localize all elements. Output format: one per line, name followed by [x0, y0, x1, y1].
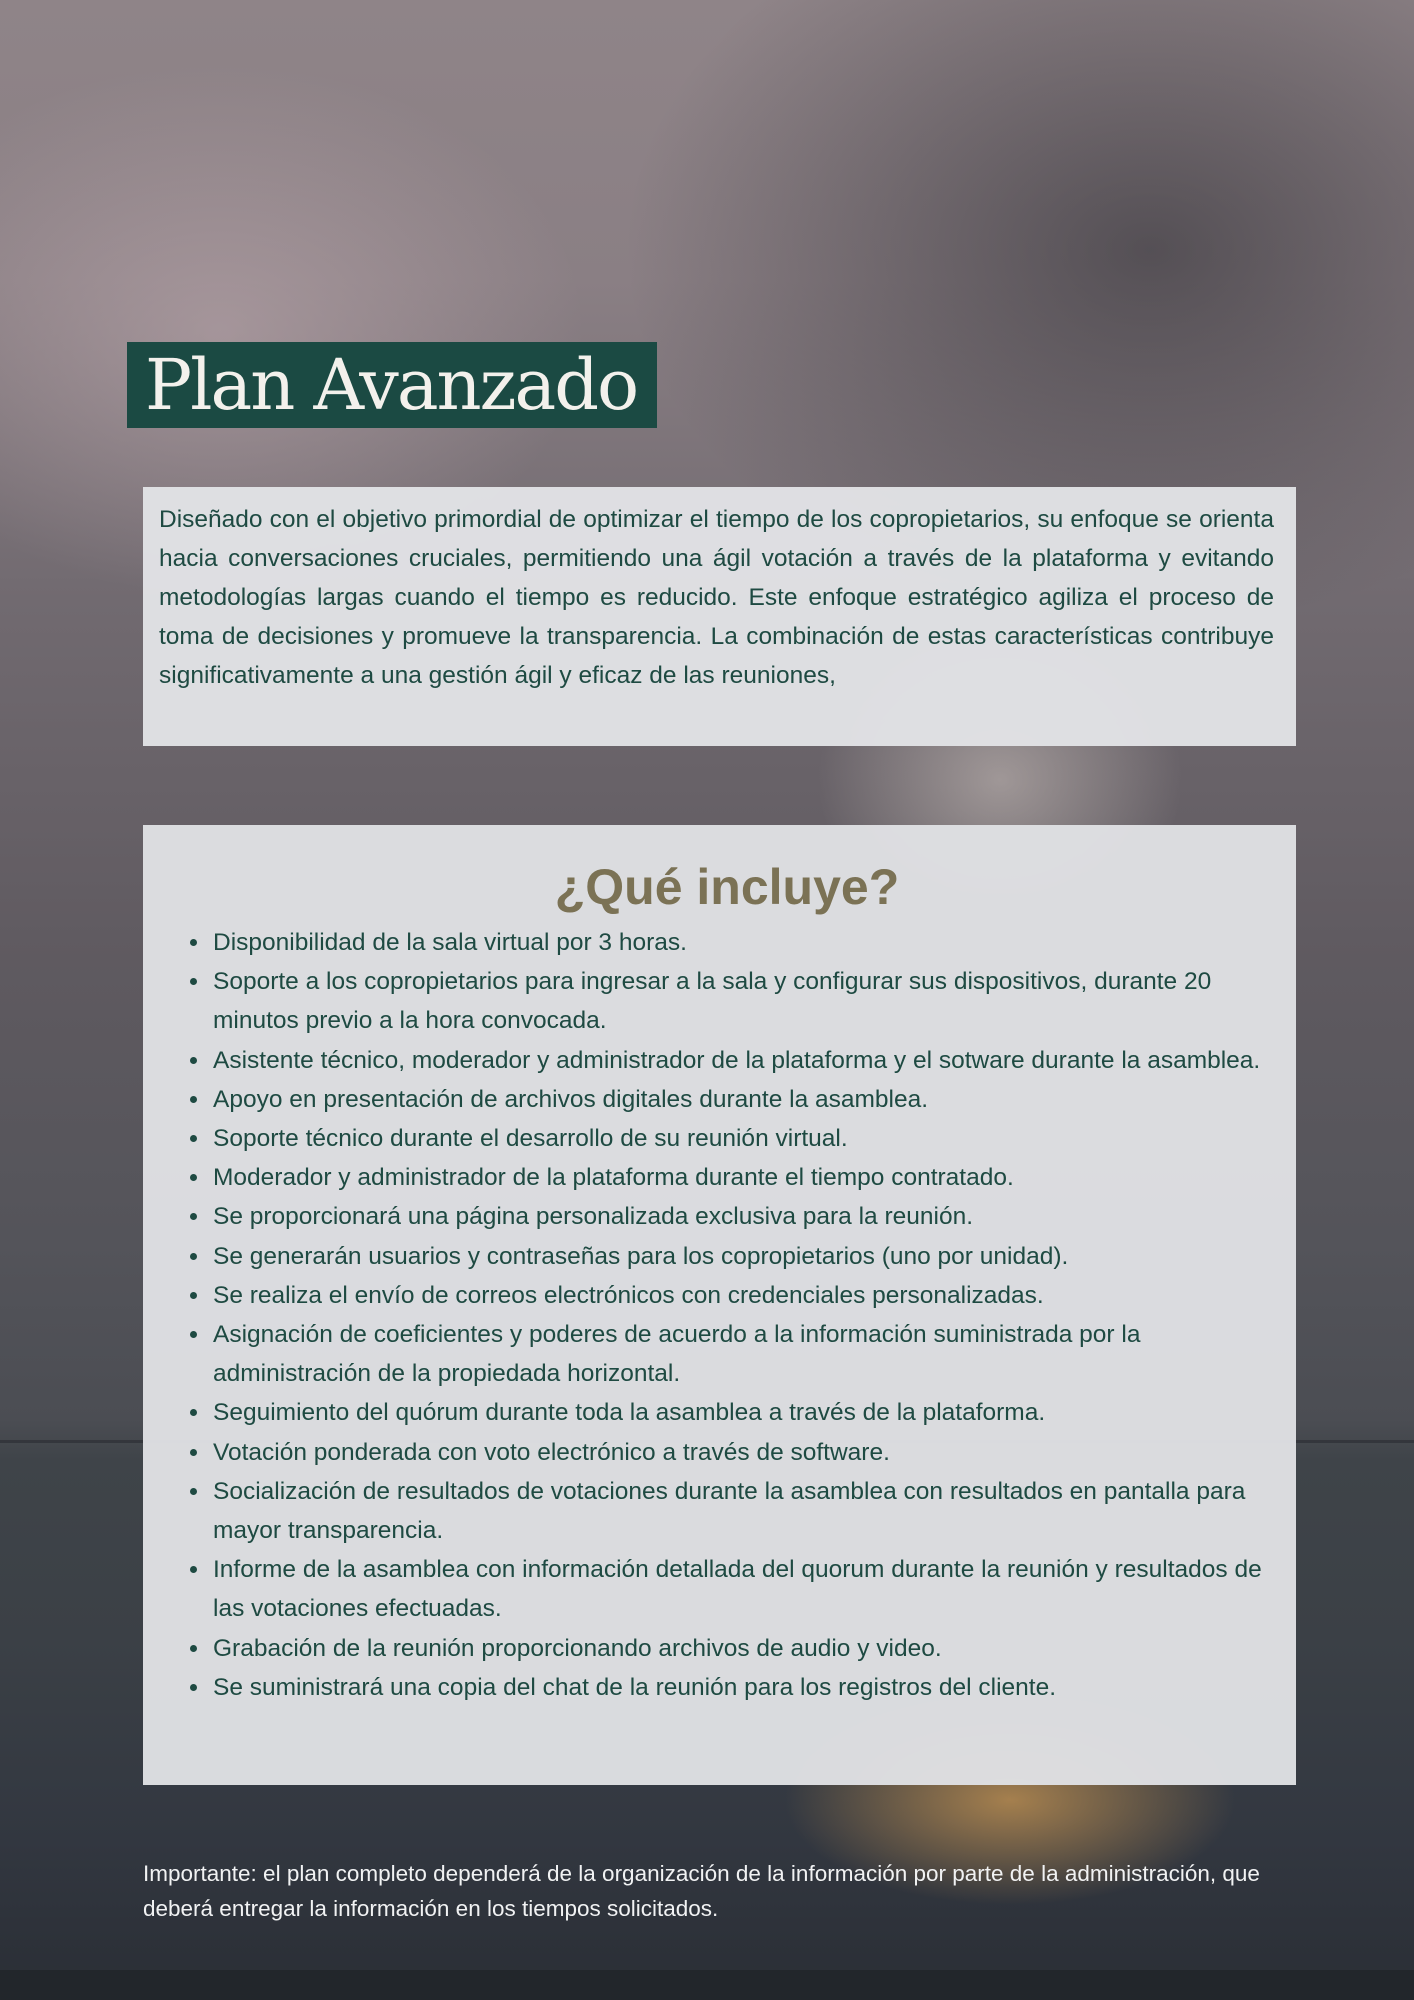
background-bottom-shade — [0, 1970, 1414, 2000]
list-item: • Se generarán usuarios y contraseñas para los copropietarios (uno por unidad). — [211, 1237, 1276, 1276]
list-item: • Se suministrará una copia del chat de la reunión para los registros del cliente. — [211, 1668, 1276, 1707]
includes-heading: ¿Qué incluye? — [554, 859, 900, 915]
list-item: • Soporte a los copropietarios para ingresar a la sala y configurar sus dispositivos, durante 20 minutos previo a la hora convocada. — [211, 962, 1276, 1040]
list-item: • Se realiza el envío de correos electrónicos con credenciales personalizadas. — [211, 1276, 1276, 1315]
footnote: Importante: el plan completo dependerá de la organización de la información por parte de la administración, que deberá entregar la información en los tiempos solicitados. — [143, 1861, 1260, 1921]
title-banner — [127, 342, 657, 428]
list-item: • Apoyo en presentación de archivos digitales durante la asamblea. — [211, 1080, 1276, 1119]
list-item: • Asistente técnico, moderador y administrador de la plataforma y el sotware durante la asamblea. — [211, 1041, 1276, 1080]
includes-panel — [143, 825, 1296, 1785]
list-item: • Moderador y administrador de la plataforma durante el tiempo contratado. — [211, 1158, 1276, 1197]
list-item: • Soporte técnico durante el desarrollo de su reunión virtual. — [211, 1119, 1276, 1158]
list-item: • Grabación de la reunión proporcionando archivos de audio y video. — [211, 1629, 1276, 1668]
list-item: • Disponibilidad de la sala virtual por 3 horas. — [211, 923, 1276, 962]
list-item: • Informe de la asamblea con información detallada del quorum durante la reunión y resultados de las votaciones efectuadas. — [211, 1550, 1276, 1628]
list-item: • Seguimiento del quórum durante toda la asamblea a través de la plataforma. — [211, 1393, 1276, 1432]
list-item: • Votación ponderada con voto electrónico a través de software. — [211, 1433, 1276, 1472]
page-title: Plan Avanzado — [145, 344, 638, 426]
intro-paragraph: Diseñado con el objetivo primordial de optimizar el tiempo de los copropietarios, su enfoque se orienta hacia conversaciones cruciales, permitiendo una ágil votación a través de la plataforma y evitando metodologías largas cuando el tiempo es reducido. Este enfoque estratégico agiliza el proceso de toma de decisiones y promueve la transparencia. La combinación de estas características contribuye significativamente a una gestión ágil y eficaz de las reuniones, — [159, 506, 1274, 689]
list-item: • Socialización de resultados de votaciones durante la asamblea con resultados en pantalla para mayor transparencia. — [211, 1472, 1276, 1550]
includes-list — [178, 923, 1276, 1707]
intro-panel — [143, 487, 1296, 746]
list-item: • Asignación de coeficientes y poderes de acuerdo a la información suministrada por la administración de la propiedada horizontal. — [211, 1315, 1276, 1393]
list-item: • Se proporcionará una página personalizada exclusiva para la reunión. — [211, 1197, 1276, 1236]
